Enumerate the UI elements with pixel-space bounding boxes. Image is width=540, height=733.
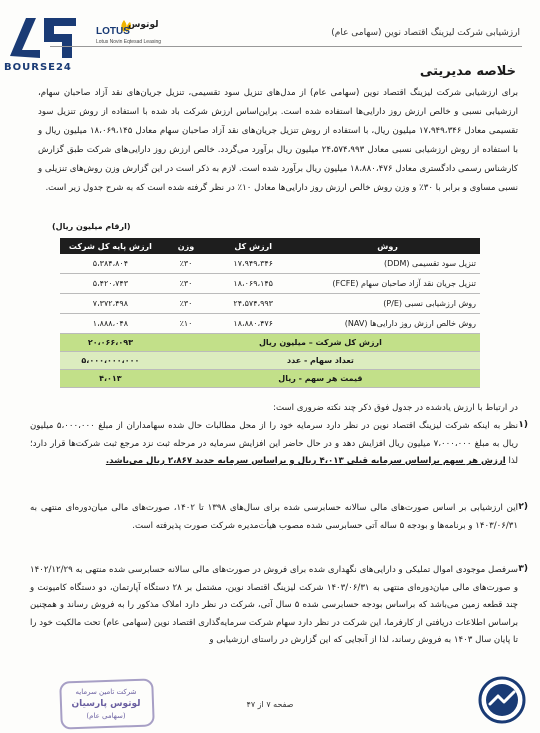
table-row: [60, 314, 480, 334]
lotus-logo-persian: لوتوس: [128, 20, 159, 30]
cell-base: ۵،۳۸۴،۸۰۴: [60, 254, 161, 274]
cell-weight: ٪۱۰: [161, 314, 211, 334]
table-row: [60, 294, 480, 314]
note-item-2: این ارزشیابی بر اساس صورت‌های مالی سالانه حسابرسی شده برای سال‌های ۱۳۹۸ تا ۱۴۰۲، صورت‌های مالی میان‌دوره‌ای منتهی به ۱۴۰۳/۰۶/۳۱ و برنامه‌ها و بودجه ۵ ساله آتی حسابرسی شده مصوب هیأت‌مدیره شرکت صورت پذیرفته است.: [30, 503, 518, 531]
valuation-table: [60, 238, 480, 388]
header-divider: [50, 46, 522, 47]
note-1-highlight: ارزش هر سهم براساس سرمایه قبلی ۴،۰۱۳ ریال و براساس سرمایه جدید ۲،۸۶۷ ریال می‌باشد.: [105, 456, 506, 466]
page-number: صفحه ۷ از ۴۷: [246, 700, 294, 709]
col-header-weight: وزن: [161, 238, 211, 254]
stamp-line: شرکت تامین سرمایه: [75, 688, 137, 696]
cell-value: ۱۸،۰۶۹،۱۴۵: [211, 274, 295, 294]
cell-value: ۱۷،۹۴۹،۳۴۶: [211, 254, 295, 274]
circle-logo-icon: [478, 676, 526, 724]
cell-weight: ٪۳۰: [161, 294, 211, 314]
note-1-text: نظر به اینکه شرکت لیزینگ اقتصاد نوین در نظر دارد سرمایه خود را از محل مطالبات حال شده سهامداران از مبلغ ۵،۰۰۰،۰۰۰ میلیون ریال به مبلغ ۷،۰۰۰،۰۰۰ میلیون ریال افزایش دهد و در حال حاضر این افزایش سرمایه در مرحله ثبت نزد مرجع ثبت شرکت‌ها قرار دارد؛ لذا: [30, 421, 518, 466]
summary-row-share-count: [60, 352, 480, 370]
cell-method: روش خالص ارزش روز دارایی‌ها (NAV): [295, 314, 480, 334]
cell-base: ۷،۳۷۲،۴۹۸: [60, 294, 161, 314]
stamp-line: لوتوس پارسیان: [71, 699, 141, 709]
report-title: ارزشیابی شرکت لیزینگ اقتصاد نوین (سهامی عام): [331, 28, 520, 38]
note-number: ۳): [518, 564, 528, 574]
cell-base: ۱،۸۸۸،۰۴۸: [60, 314, 161, 334]
stamp-line: (سهامی عام): [86, 712, 126, 720]
summary-label: قیمت هر سهم - ریال: [161, 370, 480, 388]
note-item-1: [30, 418, 518, 471]
cell-method: تنزیل جریان نقد آزاد صاحبان سهام (FCFE): [295, 274, 480, 294]
cell-base: ۵،۴۲۰،۷۴۳: [60, 274, 161, 294]
cell-value: ۲۴،۵۷۴،۹۹۳: [211, 294, 295, 314]
cell-method: روش ارزشیابی نسبی (P/E): [295, 294, 480, 314]
lotus-logo-latin: LOTUS: [96, 26, 130, 37]
cell-weight: ٪۳۰: [161, 274, 211, 294]
summary-row-total-value: [60, 334, 480, 352]
summary-value: ۵،۰۰۰،۰۰۰،۰۰۰: [60, 352, 161, 370]
cell-method: تنزیل سود تقسیمی (DDM): [295, 254, 480, 274]
section-title: خلاصه مدیریتی: [419, 64, 516, 79]
summary-row-share-price: [60, 370, 480, 388]
col-header-method: روش: [295, 238, 480, 254]
summary-label: ارزش کل شرکت – میلیون ریال: [161, 334, 480, 352]
notes-lead: در ارتباط با ارزش یادشده در جدول فوق ذکر چند نکته ضروری است:: [273, 403, 518, 413]
col-header-value: ارزش کل: [211, 238, 295, 254]
lotus-logo-sub: Lotus Novin Eqtesad Leasing: [96, 39, 162, 45]
cell-value: ۱۸،۸۸۰،۴۷۶: [211, 314, 295, 334]
note-number: ۲): [518, 502, 528, 512]
summary-label: تعداد سهام - عدد: [161, 352, 480, 370]
table-row: [60, 274, 480, 294]
summary-value: ۴،۰۱۳: [60, 370, 161, 388]
table-unit-note: (ارقام میلیون ریال): [52, 222, 131, 231]
bourse24-brand: BOURSE24: [4, 62, 72, 73]
table-header-row: [60, 238, 480, 254]
note-item-3: سرفصل موجودی اموال تملیکی و دارایی‌های نگهداری شده برای فروش در صورت‌های مالی سالانه حسابرسی شده منتهی به ۱۴۰۲/۱۲/۲۹ و صورت‌های مالی میان‌دوره‌ای منتهی به ۱۴۰۳/۰۶/۳۱ شرکت لیزینگ اقتصاد نوین، مشتمل بر ۲۸ دستگاه آپارتمان، دو دستگاه کامیونت و چند قطعه زمین می‌باشد که براساس بودجه حسابرسی شده ۵ سال آتی، شرکت در نظر دارد املاک مذکور را به فروش رساند و همچنین براساس اطلاعات دریافتی از کارفرما، این شرکت در نظر دارد سهام شرکت سرمایه‌گذاری اقتصاد نوین (سهامی عام) تحت مالکیت خود را تا پایان سال ۱۴۰۳ به فروش رساند، لذا از آنجایی که این گزارش در راستای ارزشیابی و: [30, 565, 518, 645]
table-row: [60, 254, 480, 274]
summary-value: ۲۰،۰۶۶،۰۹۳: [60, 334, 161, 352]
cell-weight: ٪۳۰: [161, 254, 211, 274]
col-header-base: ارزش پایه کل شرکت: [60, 238, 161, 254]
intro-paragraph: برای ارزشیابی شرکت لیزینگ اقتصاد نوین (سهامی عام) از مدل‌های تنزیل سود تقسیمی، تنزیل جریان‌های نقد آزاد صاحبان سهام، ارزشیابی نسبی و خالص ارزش روز دارایی‌ها استفاده شده است. براین‌اساس ارزش شرکت باد شده با استفاده از روش تنزیل سود تقسیمی معادل ۱۷،۹۴۹،۳۴۶ میلیون ریال، با استفاده از روش تنزیل جریان‌های نقد آزاد صاحبان سهام معادل ۱۸،۰۶۹،۱۴۵ میلیون ریال و با استفاده از روش ارزشیابی نسبی معادل ۲۴،۵۷۴،۹۹۳ میلیون ریال برآورد می‌گردد. خالص ارزش روز دارایی‌های شرکت طبق گزارش کارشناس رسمی دادگستری معادل ۱۸،۸۸۰،۴۷۶ میلیون ریال برآورد شده است. لازم به ذکر است در این گزارش وزن روش‌های تنزیلی و نسبی مساوی و برابر با ۳۰٪ و وزن روش خالص ارزش روز دارایی‌ها معادل ۱۰٪ در نظر گرفته شده است که به شرح جدول زیر است.: [38, 88, 518, 193]
note-number: ۱): [518, 420, 528, 430]
